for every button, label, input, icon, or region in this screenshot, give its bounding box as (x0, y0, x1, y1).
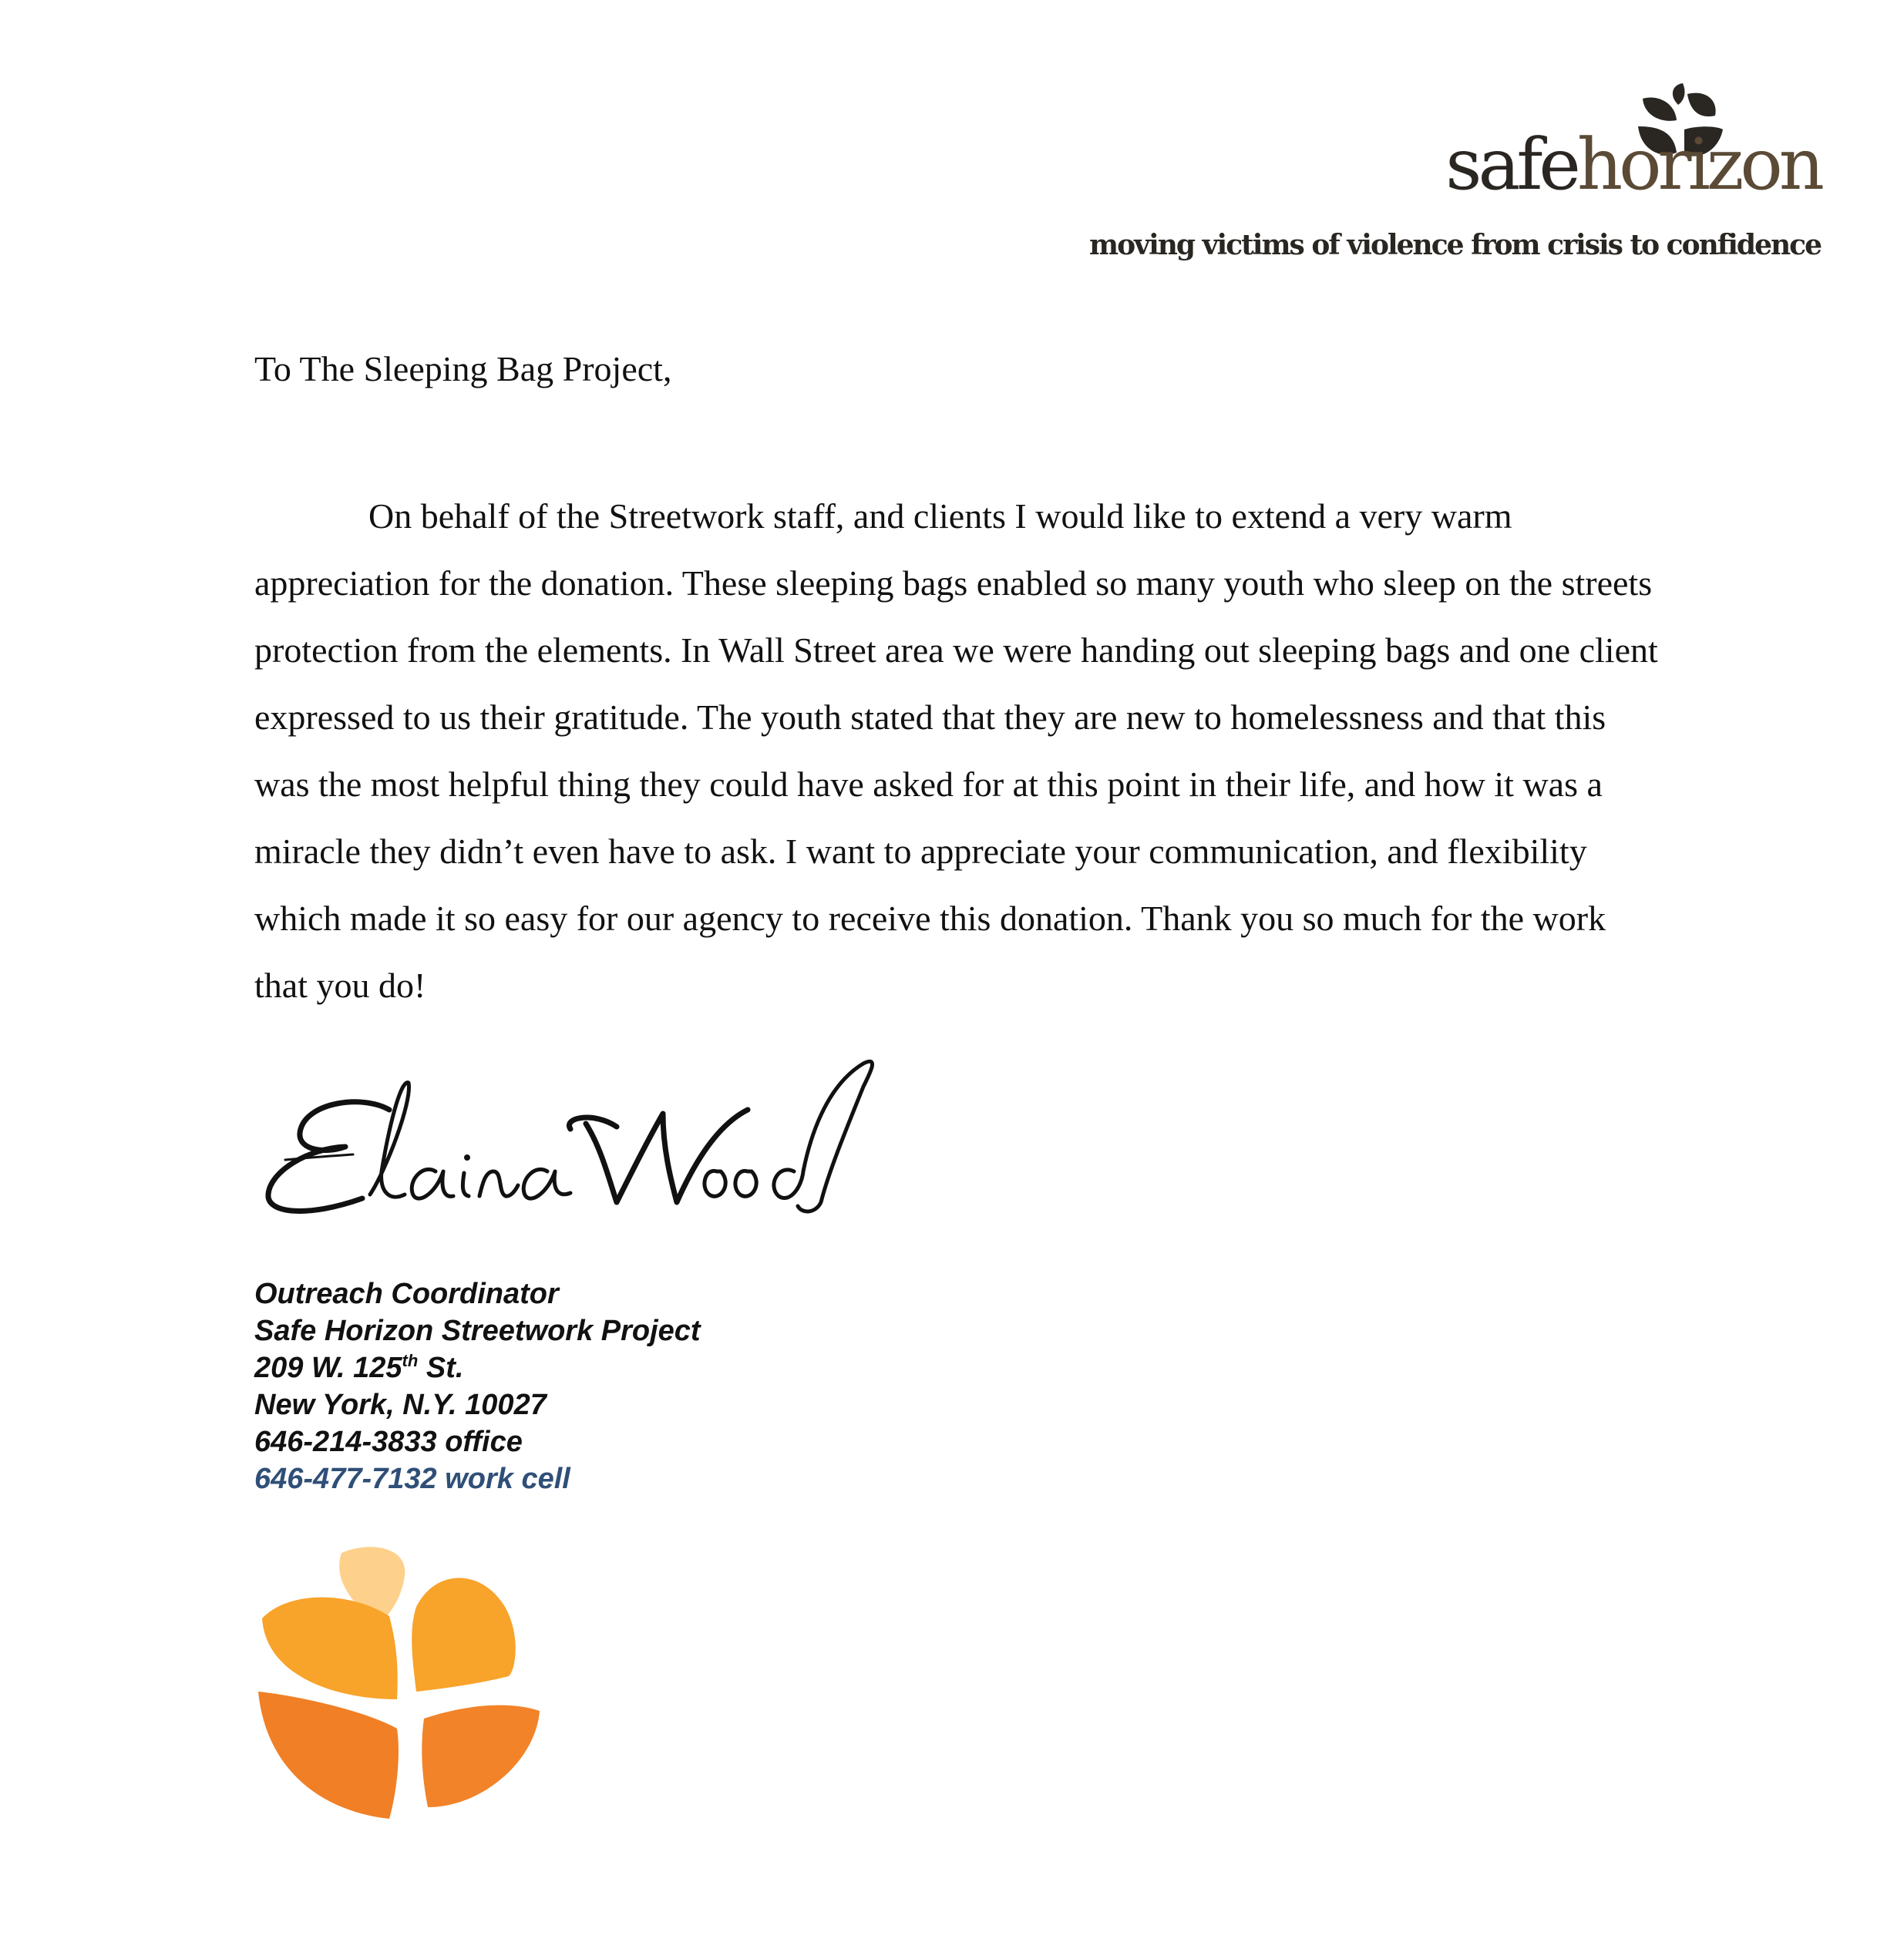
wordmark-safe: safe (1445, 123, 1577, 206)
contact-block (254, 1275, 701, 1497)
orange-leaf-logo-icon (258, 1545, 543, 1823)
contact-office-phone: 646-214-3833 office (254, 1426, 523, 1458)
wordmark-horizon: horizon (1576, 123, 1821, 206)
handwritten-signature (254, 1056, 894, 1218)
address-suffix: th (402, 1351, 419, 1370)
contact-address (254, 1349, 701, 1386)
safe-horizon-wordmark (1445, 123, 1821, 206)
contact-title: Outreach Coordinator (254, 1278, 559, 1310)
contact-cell-phone[interactable]: 646-477-7132 work cell (254, 1463, 570, 1495)
letter-body: On behalf of the Streetwork staff, and clients I would like to extend a very warm appreciation for the donation. These sleeping bags enabled so many youth who sleep on the streets protection from the elements. In Wall Street area we were handing out sleeping bags and one client expressed to us their gratitude. The youth stated that they are new to homelessness and that this was the most helpful thing they could have asked for at this point in their life, and how it was a miracle they didn’t even have to ask. I want to appreciate your communication, and flexibility which made it so easy for our agency to receive this donation. Thank you so much for the work that you do! (254, 496, 1658, 1005)
salutation: To The Sleeping Bag Project, (254, 349, 672, 388)
address-number: 209 W. 125 (254, 1352, 402, 1384)
contact-organization: Safe Horizon Streetwork Project (254, 1315, 701, 1347)
contact-city: New York, N.Y. 10027 (254, 1389, 547, 1421)
address-street: St. (418, 1352, 464, 1384)
tagline: moving victims of violence from crisis to confidence (1089, 229, 1821, 261)
